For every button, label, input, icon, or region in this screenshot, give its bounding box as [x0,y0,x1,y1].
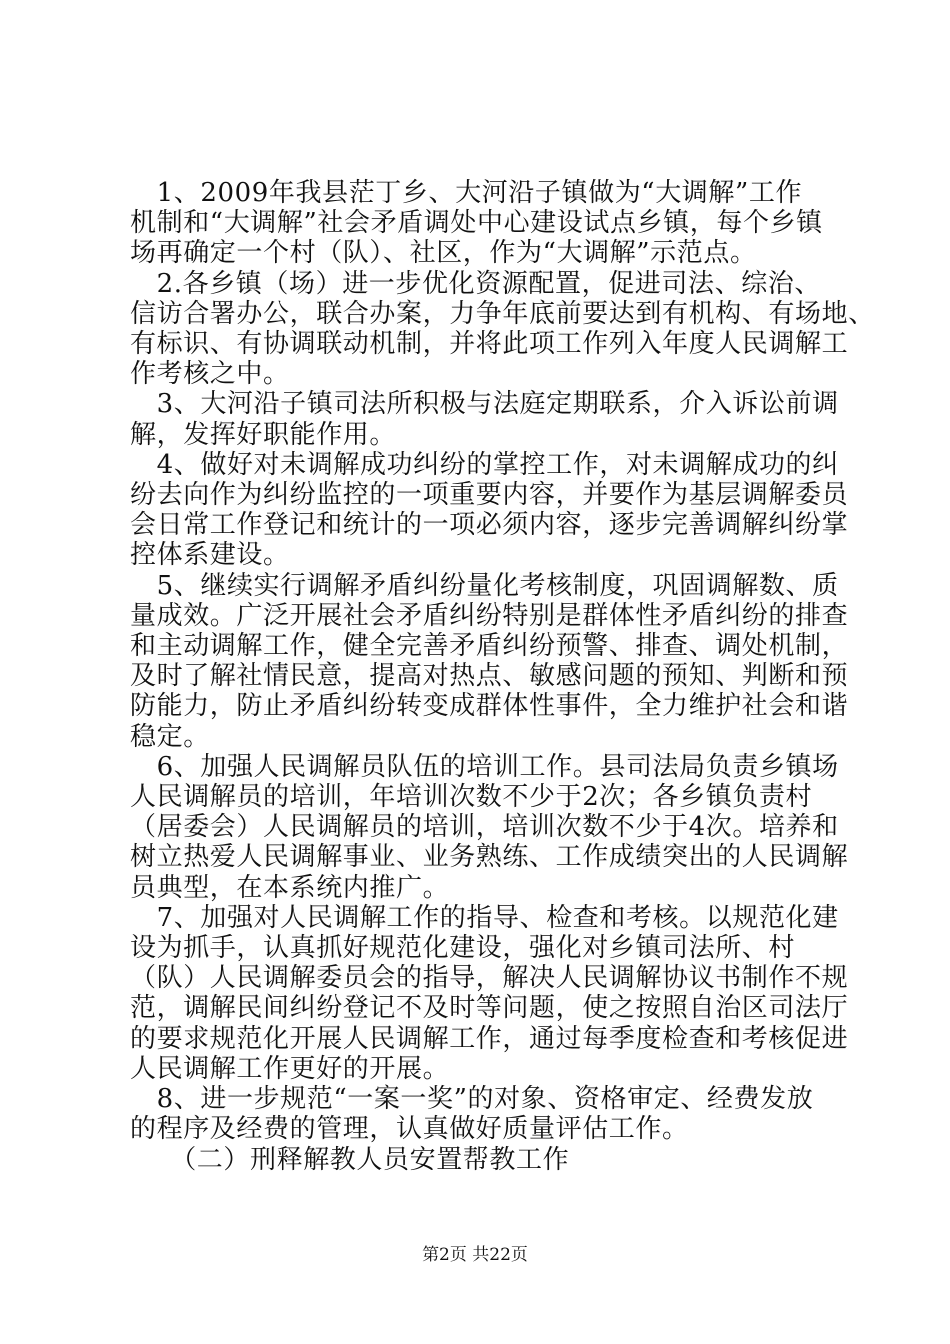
text-line: 信访合署办公，联合办案，力争年底前要达到有机构、有场地、 [130,298,875,329]
text-line: 树立热爱人民调解事业、业务熟练、工作成绩突出的人民调解 [130,842,849,873]
document-body [130,178,875,1175]
text-line: 机制和“大调解”社会矛盾调处中心建设试点乡镇，每个乡镇 [130,208,823,239]
text-line: 及时了解社情民意，提高对热点、敏感问题的预知、判断和预 [130,661,849,692]
text-line: 1、2009年我县茫丁乡、大河沿子镇做为“大调解”工作 [130,178,803,208]
text-line: 作考核之中。 [130,359,290,390]
text-line: 设为抓手，认真抓好规范化建设，强化对乡镇司法所、村 [130,933,796,964]
text-line: （队）人民调解委员会的指导，解决人民调解协议书制作不规 [130,963,849,994]
text-line: 人民调解员的培训，年培训次数不少于2次；各乡镇负责村 [130,782,813,813]
text-line: 防能力，防止矛盾纠纷转变成群体性事件，全力维护社会和谐 [130,691,849,722]
text-line: 2.各乡镇（场）进一步优化资源配置，促进司法、综治、 [130,268,822,299]
text-line: 量成效。广泛开展社会矛盾纠纷特别是群体性矛盾纠纷的排查 [130,600,849,631]
text-line: 的程序及经费的管理，认真做好质量评估工作。 [130,1114,689,1145]
text-line: 稳定。 [130,721,210,752]
text-line: 控体系建设。 [130,540,290,571]
text-line: 范，调解民间纠纷登记不及时等问题，使之按照自治区司法厅 [130,993,849,1024]
text-line: 人民调解工作更好的开展。 [130,1053,450,1084]
text-line: 会日常工作登记和统计的一项必须内容，逐步完善调解纠纷掌 [130,510,849,541]
section-heading: （二）刑释解教人员安置帮教工作 [130,1144,570,1175]
text-line: 场再确定一个村（队）、社区，作为“大调解”示范点。 [130,238,757,269]
text-line: 的要求规范化开展人民调解工作，通过每季度检查和考核促进 [130,1023,849,1054]
text-line: 8、进一步规范“一案一奖”的对象、资格审定、经费发放 [130,1084,814,1115]
text-line: 3、大河沿子镇司法所积极与法庭定期联系，介入诉讼前调 [130,389,839,420]
text-line: 7、加强对人民调解工作的指导、检查和考核。以规范化建 [130,902,839,933]
text-line: 和主动调解工作，健全完善矛盾纠纷预警、排查、调处机制， [130,631,849,662]
text-line: 4、做好对未调解成功纠纷的掌控工作，对未调解成功的纠 [130,449,839,480]
text-line: 解，发挥好职能作用。 [130,419,397,450]
text-line: 5、继续实行调解矛盾纠纷量化考核制度，巩固调解数、质 [130,570,839,601]
text-line: 6、加强人民调解员队伍的培训工作。县司法局负责乡镇场 [130,751,839,782]
page-number: 第2页 共22页 [422,1245,528,1265]
text-line: 员典型，在本系统内推广。 [130,872,450,903]
text-line: （居委会）人民调解员的培训，培训次数不少于4次。培养和 [130,812,839,843]
text-line: 有标识、有协调联动机制，并将此项工作列入年度人民调解工 [130,329,849,360]
text-line: 纷去向作为纠纷监控的一项重要内容，并要作为基层调解委员 [130,480,849,511]
